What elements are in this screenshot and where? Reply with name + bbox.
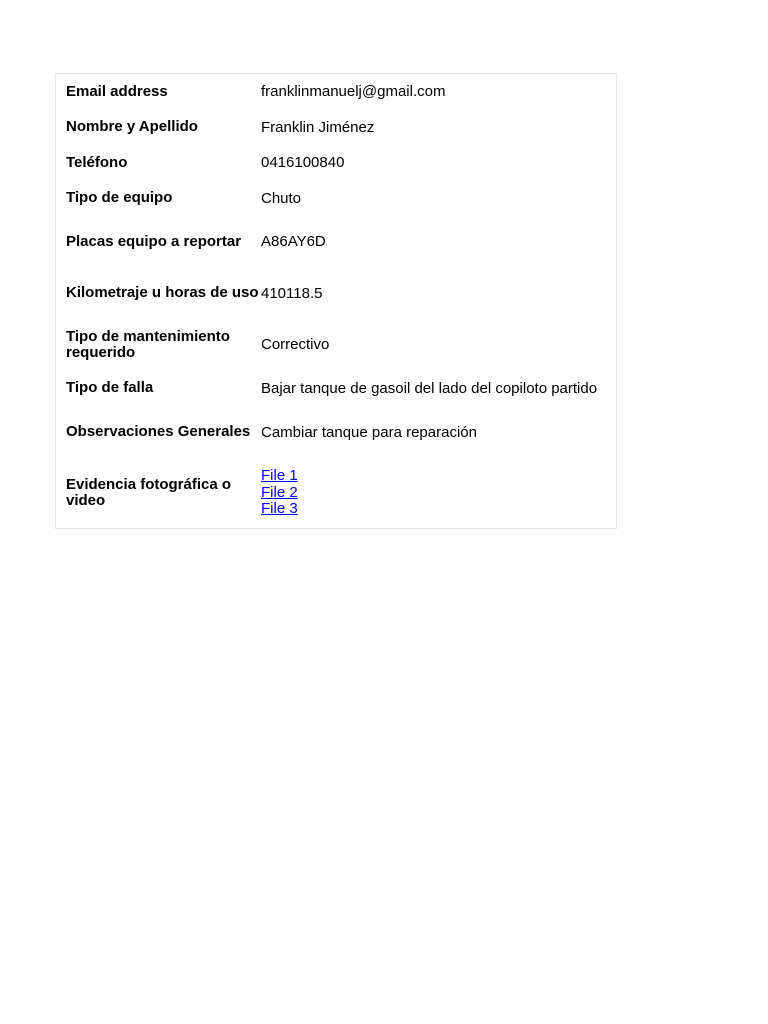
question-label: Evidencia fotográfica o video: [66, 476, 232, 509]
table-row: [56, 406, 616, 458]
table-row: [56, 145, 616, 180]
question-label: Tipo de mantenimiento requerido: [66, 327, 230, 361]
question-label: Nombre y Apellido: [66, 118, 198, 135]
file-3-link[interactable]: File 3: [261, 500, 298, 518]
table-row: [56, 267, 616, 319]
answer-value: franklinmanuelj@gmail.com: [261, 83, 446, 100]
table-row: [56, 216, 616, 267]
answer-value: 0416100840: [261, 154, 345, 171]
answer-value: 410118.5: [261, 284, 323, 302]
file-1-link[interactable]: File 1: [261, 467, 298, 485]
question-label: Observaciones Generales: [66, 423, 251, 440]
table-row: [56, 180, 616, 216]
answer-value: Correctivo: [261, 336, 330, 353]
question-label: Tipo de equipo: [66, 189, 173, 206]
answer-value: Bajar tanque de gasoil del lado del copiloto partido: [261, 379, 598, 397]
table-row: [56, 74, 616, 109]
answer-value: Franklin Jiménez: [261, 118, 375, 136]
question-label: Placas equipo a reportar: [66, 232, 242, 250]
question-label: Email address: [66, 82, 168, 100]
table-row: [56, 109, 616, 145]
table-row: [56, 319, 616, 370]
attachment-links: [261, 458, 616, 528]
answer-value: A86AY6D: [261, 233, 326, 250]
question-label: Teléfono: [66, 153, 128, 171]
answer-value: Cambiar tanque para reparación: [261, 423, 477, 441]
question-label: Kilometraje u horas de uso: [66, 284, 259, 301]
response-table: [56, 74, 616, 528]
table-row: [56, 370, 616, 406]
file-2-link[interactable]: File 2: [261, 483, 298, 501]
question-label: Tipo de falla: [66, 379, 154, 396]
form-response-card: [55, 73, 617, 529]
table-row: [56, 458, 616, 528]
answer-value: Chuto: [261, 189, 302, 207]
